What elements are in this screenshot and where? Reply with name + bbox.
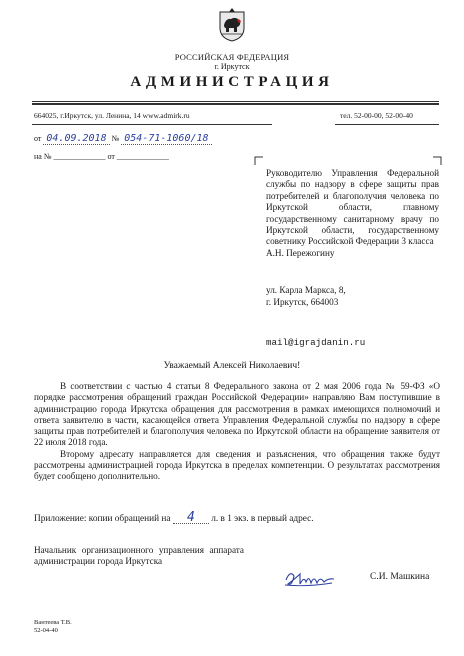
attachment-suffix: л. в 1 экз. в первый адрес. [211,514,314,524]
attachment-prefix: Приложение: копии обращений на [34,514,171,524]
executor-info [34,619,72,635]
organization-title: АДМИНИСТРАЦИЯ [130,74,334,90]
address-corner-right [432,156,442,166]
attachment-line [34,512,314,524]
header-divider-thick [32,103,439,105]
to-date-label: от [107,152,115,161]
letter-paragraph-2: Второму адресату направляется для сведения и разъяснения, что обращения также будут рассмотрены администрацией города Иркутска в пределах компетенции. О результатах рассмотрения будет сообщено дополнительно. [34,448,440,482]
recipient-address [266,285,346,308]
letter-paragraph-1: В соответствии с частью 4 статьи 8 Федерального закона от 2 мая 2006 года № 59-ФЗ «О порядке рассмотрения обращений граждан Российской Федерации» направляю Вам поступившие в администрацию города Иркутска обращения для рассмотрения в рамках имеющихся полномочий и ответа заявителю в части, касающейся ответа Управления Федеральной службы по надзору в сфере защиты прав потребителей и благополучия человека по Иркутской области на обращение заявителя от 22 июля 2018 года. [34,381,440,448]
handwritten-signature-icon [282,566,338,590]
attachment-page-count: 4 [173,512,209,524]
handwritten-number: 054-71-1060/18 [121,133,211,145]
to-date-blank: _____________ [116,152,169,161]
address-corner-left [254,156,264,166]
recipient-city: г. Иркутск, 664003 [266,296,339,307]
header-divider-top [32,101,439,102]
recipient-street: ул. Карла Маркса, 8, [266,285,346,295]
address-divider-left [32,124,272,125]
org-phones: тел. 52-00-00, 52-00-40 [340,111,413,120]
executor-name: Вантеева Т.В. [34,619,72,626]
signatory-name: С.И. Машкина [370,572,430,582]
letter-body [34,381,440,483]
from-label: от [34,134,42,143]
incoming-reference-row [34,152,169,161]
recipient-email: mail@igrajdanin.ru [266,337,366,348]
recipient-position: Руководителю Управления Федеральной службы по надзору в сфере защиты прав потребителей и благополучия человека по Иркутской области, главному государственному санитарному врачу по Иркутской области, государственному советнику Российской Федерации 3 класса [266,168,439,247]
recipient-title [266,168,439,259]
to-number-label: на № [34,152,52,161]
recipient-name: А.Н. Пережогину [266,247,335,258]
city-name: г. Иркутск [214,62,250,71]
registration-date-row [34,133,212,144]
signatory-position: Начальник организационного управления аппарата администрации города Иркутска [34,545,244,567]
letter-greeting: Уважаемый Алексей Николаевич! [163,361,301,371]
handwritten-date: 04.09.2018 [43,133,109,145]
number-label: № [111,134,120,143]
address-divider-right [335,124,439,125]
org-address: 664025, г.Иркутск, ул. Ленина, 14 www.admirk.ru [34,111,190,120]
to-number-blank: _____________ [53,152,106,161]
executor-phone: 52-04-40 [34,627,58,634]
country-name: РОССИЙСКАЯ ФЕДЕРАЦИЯ [174,52,290,62]
coat-of-arms-icon [217,8,247,42]
